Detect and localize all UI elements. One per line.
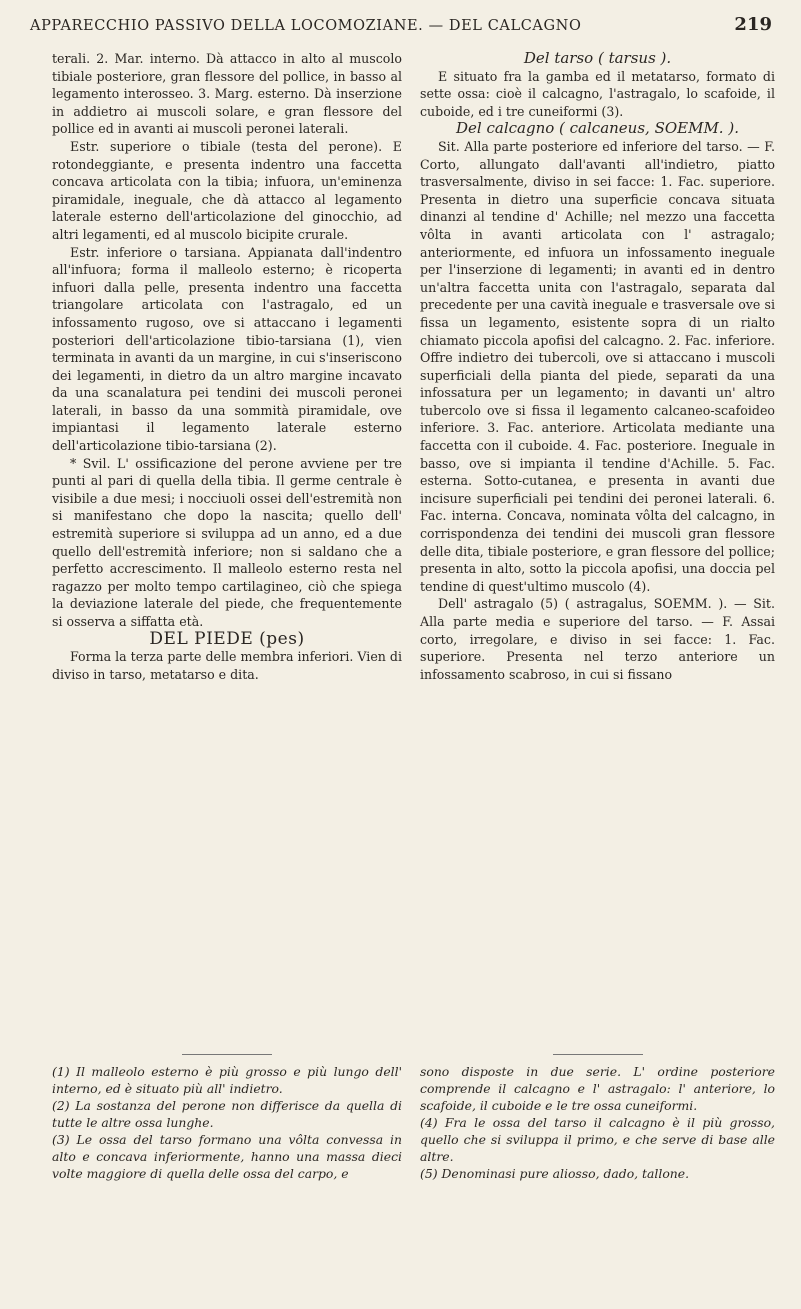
footnote: sono disposte in due serie. L' ordine posteriore comprende il calcagno e l' astragalo: l' anteriore, lo scafoide, il cuboide e le tre ossa cuneiformi. xyxy=(420,1064,775,1113)
footnote: (3) Le ossa del tarso formano una vôlta convessa in alto e concava inferiormente, hanno una massa dieci volte maggiore di quella delle ossa del carpo, e xyxy=(52,1132,402,1181)
paragraph: Estr. inferiore o tarsiana. Appianata dall'indentro all'infuora; forma il malleolo esterno; è ricoperta infuori dalla pelle, presenta indentro una faccetta triangolare articolata con l'astragalo, ed un infossamento rugoso, ove si attaccano i legamenti posteriori dell'articolazione tibio-tarsiana (1), vien terminata in avanti da un margine, in cui s'inseriscono dei legamenti, in dietro da un altro margine incavato da una scanalatura pei tendini dei muscoli peronei laterali, in basso da una sommità piramidale, ove impiantasi il legamento laterale esterno dell'articolazione tibio-tarsiana (2). xyxy=(52,244,402,454)
footnote: (4) Fra le ossa del tarso il calcagno è il più grosso, quello che si sviluppa il primo, e che serve di base alle altre. xyxy=(420,1115,775,1164)
footnote: (2) La sostanza del perone non differisce da quella di tutte le altre ossa lunghe. xyxy=(52,1098,402,1130)
running-header xyxy=(30,14,772,44)
page-number: 219 xyxy=(734,14,772,35)
paragraph: Forma la terza parte delle membra inferiori. Vien di diviso in tarso, metatarso e dita. xyxy=(52,649,402,682)
paragraph: Estr. superiore o tibiale (testa del perone). E rotondeggiante, e presenta indentro una faccetta concava articolata con la tibia; infuora, un'eminenza piramidale, ineguale, che dà attacco al legamento laterale esterno dell'articolazione del ginocchio, ad altri legamenti, ed al muscolo bicipite crurale. xyxy=(52,138,402,242)
footnotes-left xyxy=(52,1040,402,1182)
section-title: Del tarso ( tarsus ). xyxy=(523,49,672,67)
paragraph: Dell' astragalo (5) ( astragalus, SOEMM. ). — Sit. Alla parte media e superiore del tarso. — F. Assai corto, irregolare, e diviso in sei facce: 1. Fac. superiore. Presenta nel terzo anteriore un infossamento scabroso, in cui si fissano xyxy=(420,596,775,682)
running-title: APPARECCHIO PASSIVO DELLA LOCOMOZIANE. — DEL CALCAGNO xyxy=(30,18,582,34)
footnote: (5) Denominasi pure aliosso, dado, tallone. xyxy=(420,1166,690,1181)
paragraph: Sit. Alla parte posteriore ed inferiore del tarso. — F. Corto, allungato dall'avanti all'indietro, piatto trasversalmente, diviso in sei facce: 1. Fac. superiore. Presenta in dietro una superficie concava situata dinanzi al tendine d' Achille; nel mezzo una faccetta vôlta in avanti articolata con l' astragalo; anteriormente, ed infuora un infossamento ineguale per l'inserzione di legamenti; in avanti ed in dentro un'altra faccetta unita con l'astragalo, separata dal precedente per una cavità ineguale e trasversale ove si fissa un legamento, esistente sopra di un rialto chiamato piccola apofisi del calcagno. 2. Fac. inferiore. Offre indietro dei tubercoli, ove si attaccano i muscoli superficiali della pianta del piede, separati da una infossatura per un legamento; in davanti un' altro tubercolo ove si fissa il legamento calcaneo-scafoideo inferiore. 3. Fac. anteriore. Articolata mediante una faccetta con il cuboide. 4. Fac. posteriore. Ineguale in basso, ove si impianta il tendine d'Achille. 5. Fac. esterna. Sotto-cutanea, e presenta in avanti due incisure superficiali pei tendini dei peronei laterali. 6. Fac. interna. Concava, nominata vôlta del calcagno, in corrispondenza dei tendini dei muscoli gran flessore delle dita, tibiale posteriore, e gran flessore del pollice; presenta in alto, sotto la piccola apofisi, una doccia pel tendine di quest'ultimo muscolo (4). xyxy=(420,138,775,594)
section-title: DEL PIEDE (pes) xyxy=(149,628,305,649)
paragraph: * Svil. L' ossificazione del perone avviene per tre punti al pari di quella della tibia. Il germe centrale è visibile a due mesi; i nocciuoli ossei dell'estremità non si manifestano che dopo la nascita; quello dell' estremità superiore si sviluppa ad un anno, ed a due quello dell'estremità inferiore; non si saldano che a perfetto accrescimento. Il malleolo esterno resta nel ragazzo per molto tempo cartilagineo, ciò che spiega la deviazione laterale del piede, che frequentemente si osserva a siffatta età. xyxy=(52,455,402,629)
footnotes-right xyxy=(420,1040,775,1182)
left-column xyxy=(52,50,402,683)
paragraph: E situato fra la gamba ed il metatarso, formato di sette ossa: cioè il calcagno, l'astragalo, lo scafoide, il cuboide, ed i tre cuneiformi (3). xyxy=(420,68,775,119)
paragraph: terali. 2. Mar. interno. Dà attacco in alto al muscolo tibiale posteriore, gran flessore del pollice, in basso al legamento interosseo. 3. Marg. esterno. Dà inserzione in addietro ai muscoli solare, e gran flessore del pollice ed in avanti ai muscoli peronei laterali. xyxy=(52,51,402,137)
section-title: Del calcagno ( calcaneus, SOEMM. ). xyxy=(456,119,739,138)
footnote: (1) Il malleolo esterno è più grosso e più lungo dell' interno, ed è situato più all' indietro. xyxy=(52,1064,402,1096)
divider xyxy=(182,1054,272,1055)
divider xyxy=(553,1054,643,1055)
right-column xyxy=(420,50,775,683)
